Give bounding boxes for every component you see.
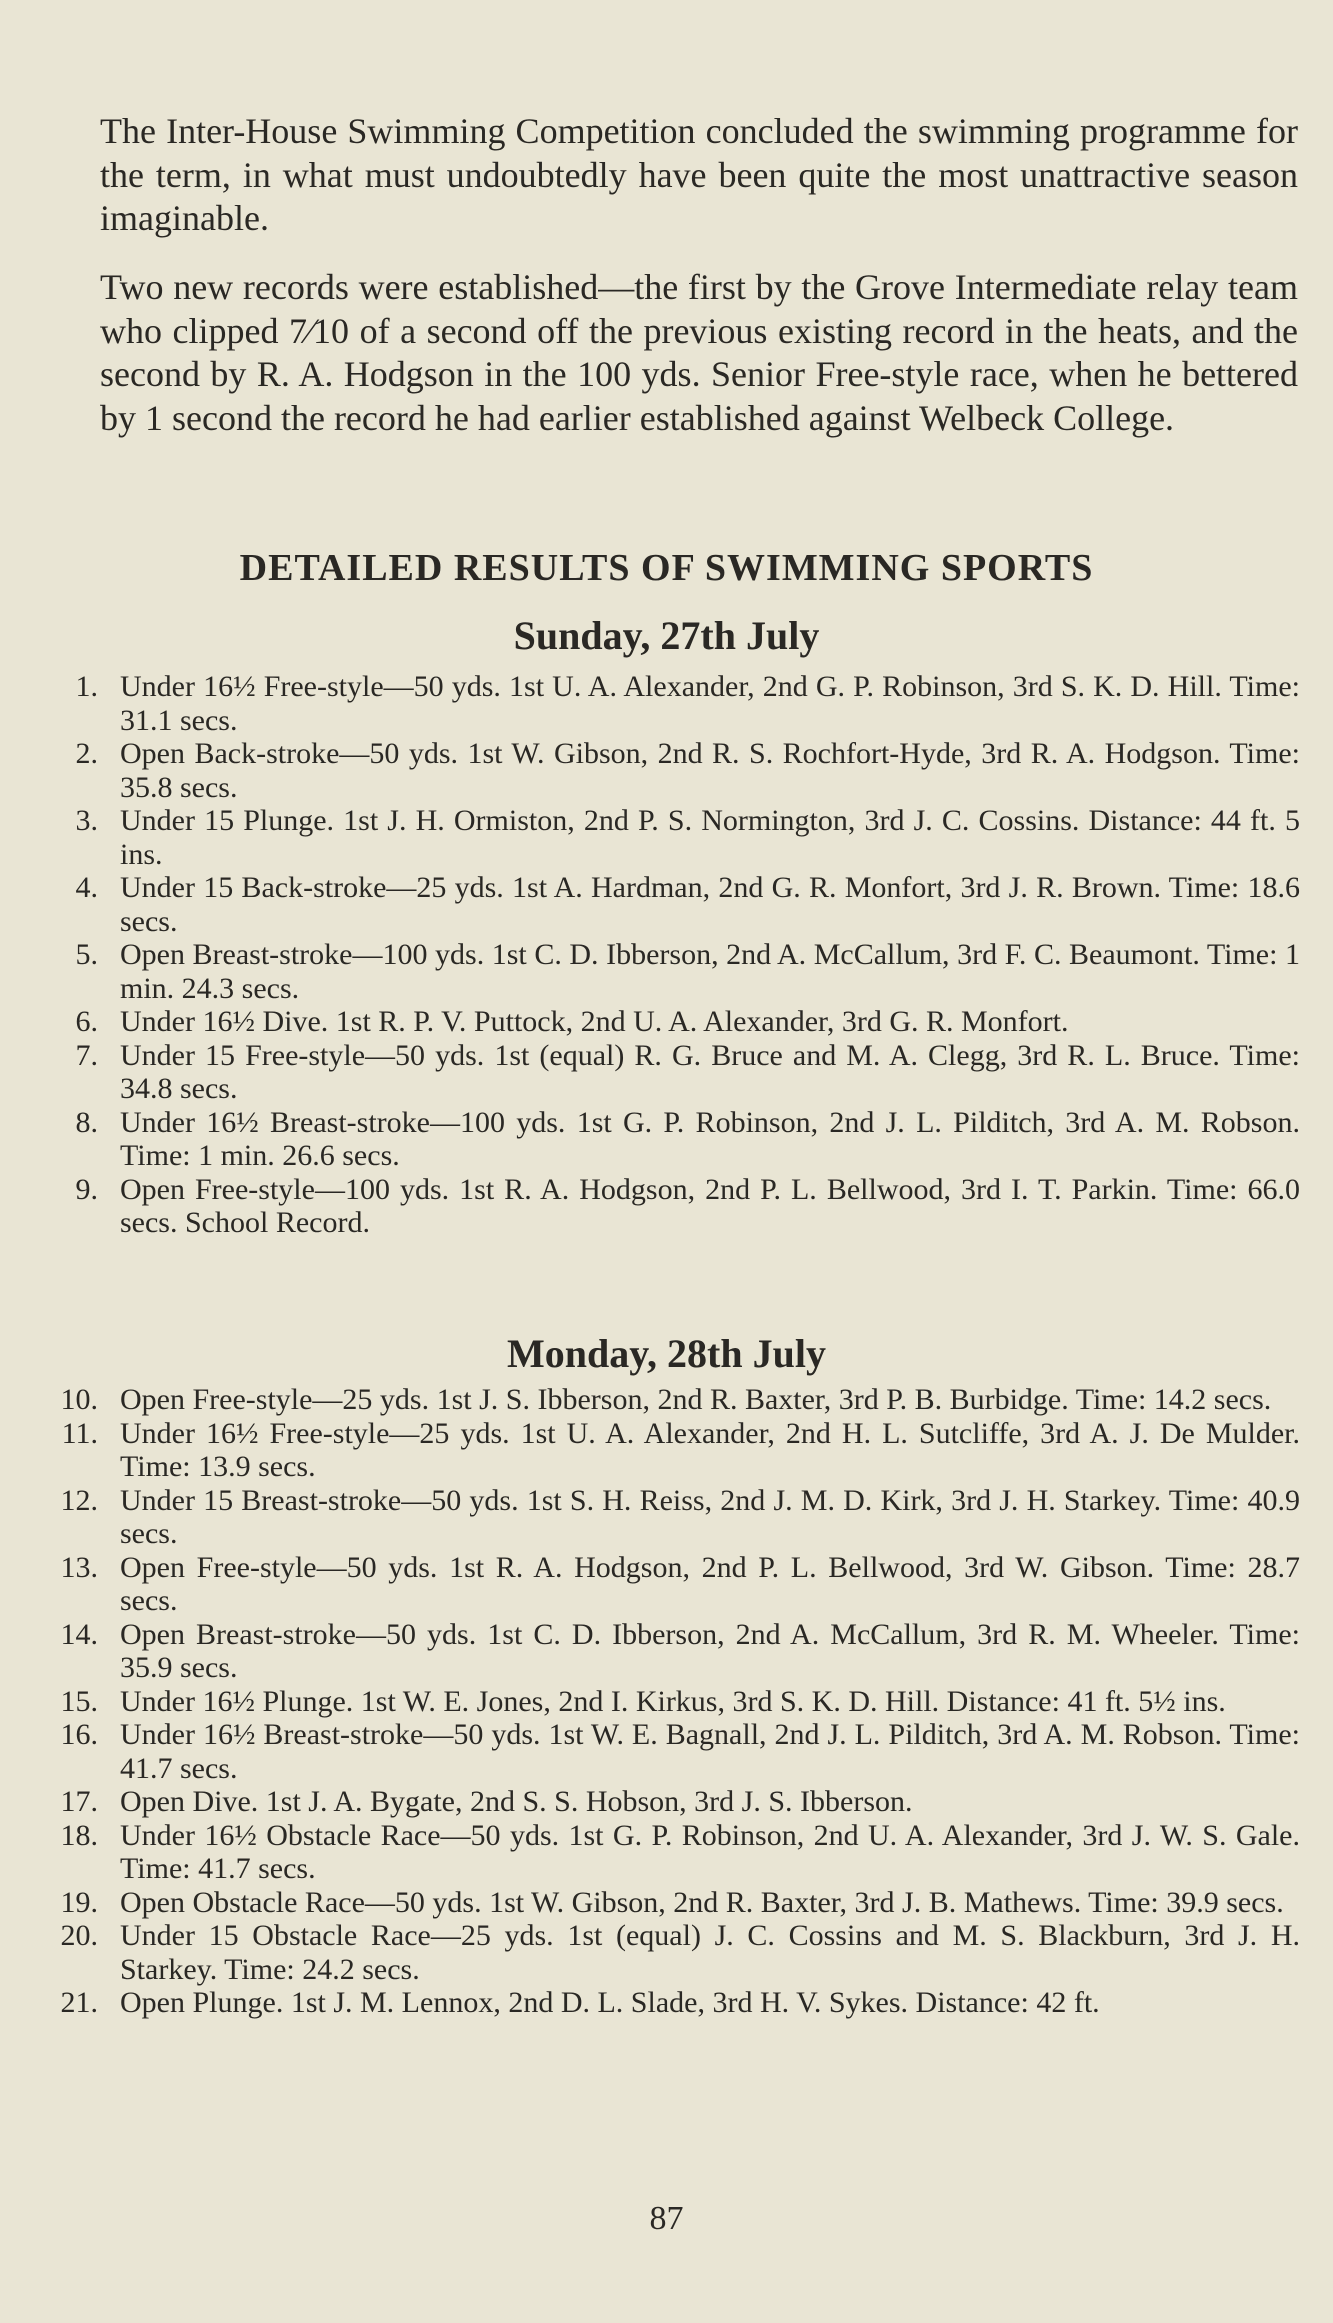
result-item bbox=[38, 737, 1300, 804]
result-number: 10. bbox=[60, 1383, 98, 1416]
results-list-sunday bbox=[38, 670, 1300, 1240]
page-number: 87 bbox=[649, 2200, 684, 2237]
result-text: Under 15 Obstacle Race—25 yds. 1st (equal) J. C. Cossins and M. S. Blackburn, 3rd J. H. Starkey. Time: 24.2 secs. bbox=[120, 1919, 1300, 1986]
result-text: Under 15 Back-stroke—25 yds. 1st A. Hardman, 2nd G. R. Monfort, 3rd J. R. Brown. Time: 18.6 secs. bbox=[120, 871, 1300, 938]
result-number: 20. bbox=[60, 1919, 98, 1952]
result-item bbox=[38, 1106, 1300, 1173]
result-number: 21. bbox=[60, 1986, 98, 2019]
result-item bbox=[38, 1919, 1300, 1986]
result-text: Under 16½ Dive. 1st R. P. V. Puttock, 2nd U. A. Alexander, 3rd G. R. Monfort. bbox=[120, 1005, 1069, 1038]
result-number: 16. bbox=[60, 1718, 98, 1751]
result-text: Under 16½ Free-style—50 yds. 1st U. A. Alexander, 2nd G. P. Robinson, 3rd S. K. D. Hill. Time: 31.1 secs. bbox=[120, 670, 1300, 737]
result-text: Under 16½ Free-style—25 yds. 1st U. A. Alexander, 2nd H. L. Sutcliffe, 3rd A. J. De Mulder. Time: 13.9 secs. bbox=[120, 1416, 1300, 1483]
day-heading-sunday: Sunday, 27th July bbox=[513, 613, 820, 658]
result-item bbox=[38, 1484, 1300, 1551]
result-number: 18. bbox=[60, 1818, 98, 1852]
result-number: 13. bbox=[60, 1550, 98, 1584]
result-text: Open Breast-stroke—50 yds. 1st C. D. Ibberson, 2nd A. McCallum, 3rd R. M. Wheeler. Time: 35.9 secs. bbox=[120, 1617, 1300, 1684]
result-item bbox=[38, 1618, 1300, 1685]
result-item bbox=[38, 1173, 1300, 1240]
result-number: 9. bbox=[75, 1172, 98, 1206]
result-item bbox=[38, 1718, 1300, 1785]
result-number: 1. bbox=[75, 670, 98, 703]
result-number: 12. bbox=[60, 1483, 98, 1517]
result-text: Under 16½ Breast-stroke—50 yds. 1st W. E. Bagnall, 2nd J. L. Pilditch, 3rd A. M. Robson. Time: 41.7 secs. bbox=[120, 1718, 1300, 1785]
result-number: 2. bbox=[75, 737, 98, 770]
day-heading-monday: Monday, 28th July bbox=[507, 1331, 826, 1376]
result-number: 19. bbox=[60, 1885, 98, 1919]
result-number: 3. bbox=[75, 804, 98, 837]
results-list-monday bbox=[38, 1383, 1300, 2020]
result-item bbox=[38, 1986, 1300, 2020]
result-item bbox=[38, 1685, 1300, 1719]
result-number: 6. bbox=[75, 1005, 98, 1038]
result-number: 5. bbox=[75, 938, 98, 971]
result-text: Under 15 Plunge. 1st J. H. Ormiston, 2nd P. S. Normington, 3rd J. C. Cossins. Distance: 44 ft. 5 ins. bbox=[120, 804, 1300, 871]
result-item bbox=[38, 1417, 1300, 1484]
result-item bbox=[38, 938, 1300, 1005]
result-number: 8. bbox=[75, 1105, 98, 1139]
result-text: Open Breast-stroke—100 yds. 1st C. D. Ibberson, 2nd A. McCallum, 3rd F. C. Beaumont. Time: 1 min. 24.3 secs. bbox=[120, 938, 1300, 1005]
result-item bbox=[38, 1383, 1300, 1417]
result-text: Under 16½ Plunge. 1st W. E. Jones, 2nd I. Kirkus, 3rd S. K. D. Hill. Distance: 41 ft. 5½ ins. bbox=[120, 1684, 1226, 1718]
result-text: Under 15 Free-style—50 yds. 1st (equal) R. G. Bruce and M. A. Clegg, 3rd R. L. Bruce. Time: 34.8 secs. bbox=[120, 1038, 1300, 1105]
result-text: Under 16½ Obstacle Race—50 yds. 1st G. P. Robinson, 2nd U. A. Alexander, 3rd J. W. S. Gale. Time: 41.7 secs. bbox=[120, 1818, 1300, 1885]
result-text: Open Free-style—25 yds. 1st J. S. Ibberson, 2nd R. Baxter, 3rd P. B. Burbidge. Time: 14.2 secs. bbox=[120, 1383, 1272, 1416]
result-item bbox=[38, 871, 1300, 938]
result-text: Under 16½ Breast-stroke—100 yds. 1st G. P. Robinson, 2nd J. L. Pilditch, 3rd A. M. Robson. Time: 1 min. 26.6 secs. bbox=[120, 1105, 1300, 1172]
result-text: Open Free-style—100 yds. 1st R. A. Hodgson, 2nd P. L. Bellwood, 3rd I. T. Parkin. Time: 66.0 secs. School Record. bbox=[120, 1172, 1300, 1239]
result-item bbox=[38, 1005, 1300, 1039]
result-text: Open Back-stroke—50 yds. 1st W. Gibson, 2nd R. S. Rochfort-Hyde, 3rd R. A. Hodgson. Time: 35.8 secs. bbox=[120, 737, 1300, 804]
result-number: 11. bbox=[61, 1416, 98, 1450]
result-item bbox=[38, 1551, 1300, 1618]
result-text: Open Obstacle Race—50 yds. 1st W. Gibson, 2nd R. Baxter, 3rd J. B. Mathews. Time: 39.9 secs. bbox=[120, 1885, 1284, 1919]
result-text: Open Plunge. 1st J. M. Lennox, 2nd D. L. Slade, 3rd H. V. Sykes. Distance: 42 ft. bbox=[120, 1986, 1100, 2019]
result-text: Open Dive. 1st J. A. Bygate, 2nd S. S. Hobson, 3rd J. S. Ibberson. bbox=[120, 1785, 913, 1818]
result-item bbox=[38, 1819, 1300, 1886]
result-number: 4. bbox=[75, 871, 98, 904]
result-number: 14. bbox=[60, 1617, 98, 1651]
result-text: Open Free-style—50 yds. 1st R. A. Hodgson, 2nd P. L. Bellwood, 3rd W. Gibson. Time: 28.7 secs. bbox=[120, 1550, 1300, 1617]
result-number: 17. bbox=[60, 1785, 98, 1818]
result-item bbox=[38, 1886, 1300, 1920]
result-text: Under 15 Breast-stroke—50 yds. 1st S. H. Reiss, 2nd J. M. D. Kirk, 3rd J. H. Starkey. Time: 40.9 secs. bbox=[120, 1483, 1300, 1550]
result-item bbox=[38, 670, 1300, 737]
section-heading: DETAILED RESULTS OF SWIMMING SPORTS bbox=[239, 547, 1094, 589]
result-number: 15. bbox=[60, 1684, 98, 1718]
result-item bbox=[38, 1785, 1300, 1819]
intro-paragraph-2: Two new records were established—the first by the Grove Intermediate relay team who clipped 7⁄10 of a second off the previous existing record in the heats, and the second by R. A. Hodgson in the 100 yds. Senior Free-style race, when he bettered by 1 second the record he had earlier established against Welbeck College. bbox=[100, 267, 1298, 438]
intro-paragraph-1: The Inter-House Swimming Competition concluded the swimming programme for the term, in what must undoubtedly have been quite the most unattractive season imaginable. bbox=[100, 111, 1298, 238]
result-item bbox=[38, 1039, 1300, 1106]
result-number: 7. bbox=[75, 1038, 98, 1072]
result-item bbox=[38, 804, 1300, 871]
